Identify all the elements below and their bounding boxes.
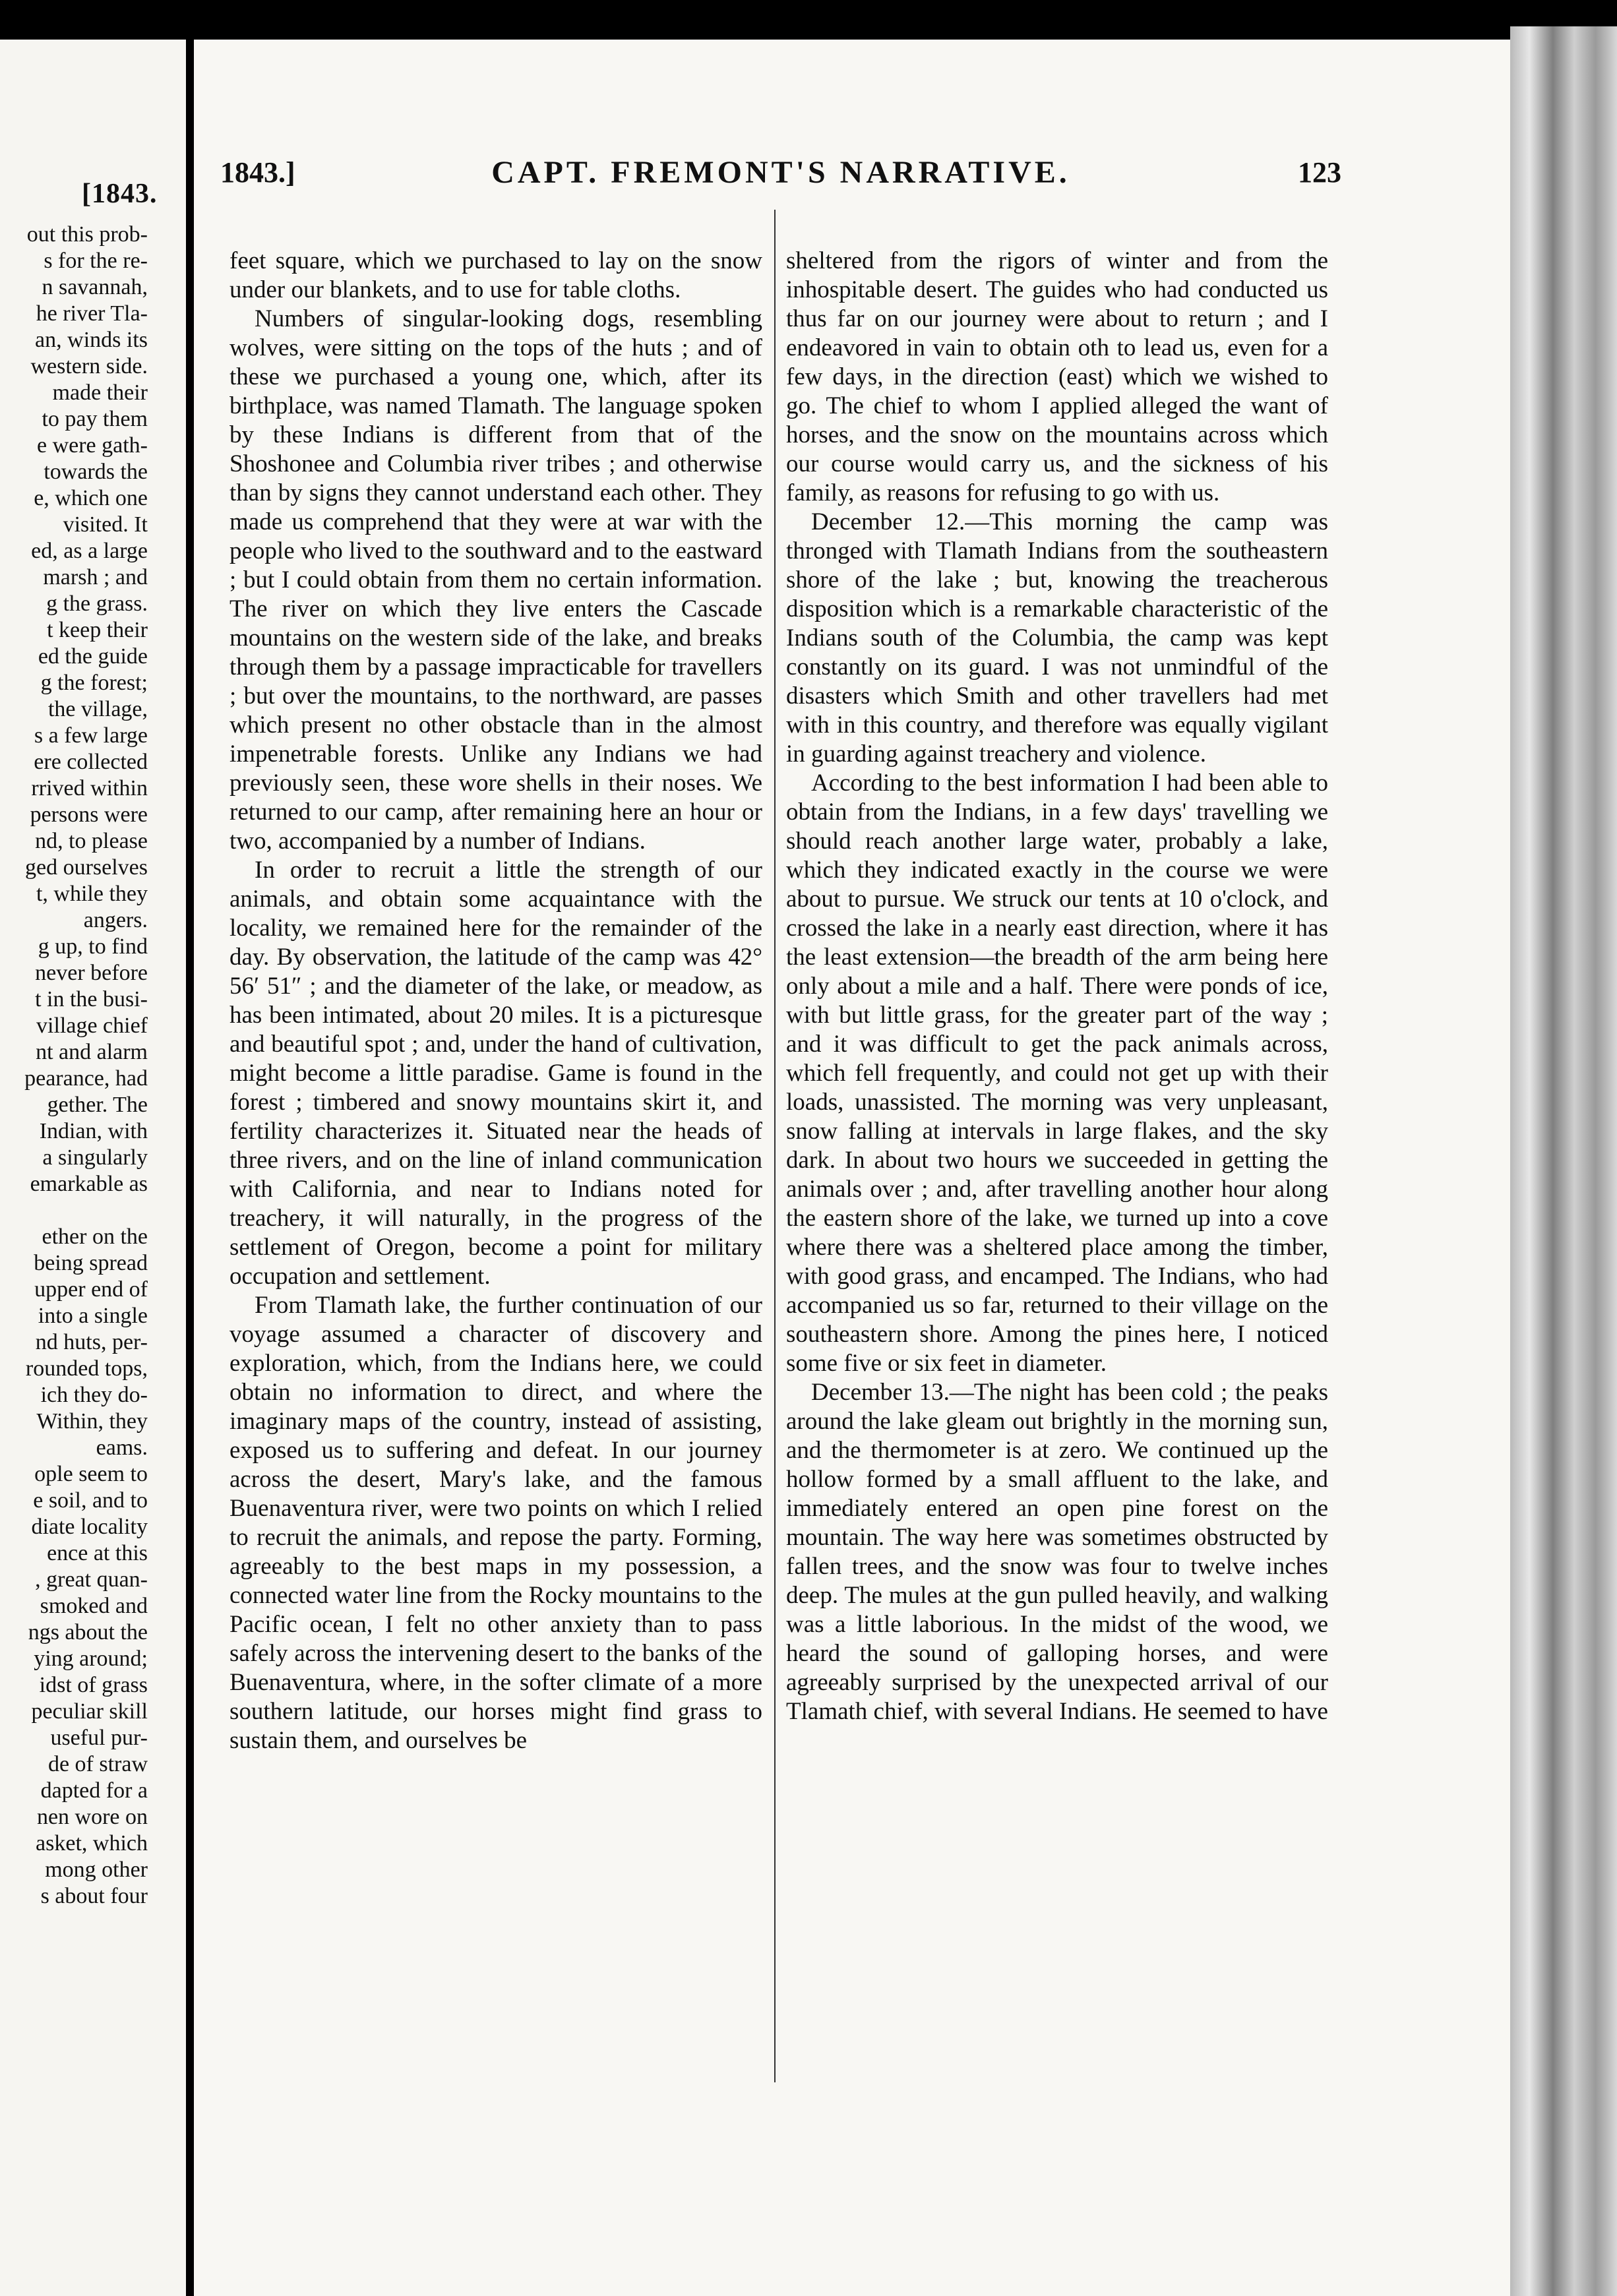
previous-page-line: nd huts, per-	[35, 1330, 148, 1354]
previous-page-line: persons were	[30, 802, 148, 827]
previous-page-line: Indian, with	[39, 1119, 148, 1143]
paragraph: From Tlamath lake, the further continuation of our voyage assumed a character of discovery and exploration, which, from the Indians here, we could obtain no information to direct, and where the imaginary maps of the country, instead of assisting, exposed us to suffering and defeat. In our journey across the desert, Mary's lake, and the famous Buenaventura river, were two points on which I relied to recruit the animals, and repose the party. Forming, agreeably to the best maps in my possession, a connected water line from the Rocky mountains to the Pacific ocean, I felt no other anxiety than to pass safely across the intervening desert to the banks of the Buenaventura, where, in the softer climate of a more southern latitude, our horses might find grass to sustain them, and ourselves be	[229, 1292, 762, 1754]
previous-page-line: to pay them	[42, 407, 148, 431]
book-page	[194, 40, 1510, 2296]
previous-page-line: s for the re-	[44, 249, 148, 273]
previous-page-line: ether on the	[42, 1224, 148, 1249]
previous-page-line: the village,	[47, 697, 148, 721]
previous-page-line: village chief	[36, 1013, 148, 1038]
previous-page-line: n savannah,	[42, 275, 148, 299]
previous-page-line: ngs about the	[28, 1620, 148, 1645]
previous-page-line: never before	[35, 961, 148, 985]
previous-page-line: t keep their	[47, 618, 148, 642]
previous-page-line: e were gath-	[36, 433, 148, 458]
paragraph: According to the best information I had been able to obtain from the Indians, in a few days' travelling we should reach another large water, probably a lake, which they indicated exactly in the course we were about to pursue. We struck our tents at 10 o'clock, and crossed the lake in a nearly east direction, where it has the least extension—the breadth of the arm being here only about a mile and a half. There were ponds of ice, with but little grass, for the greater part of the way ; and it was difficult to get the pack animals across, which fell frequently, and could not get up with their loads, unassisted. The morning was very unpleasant, snow falling at intervals in large flakes, and the sky dark. In about two hours we succeeded in getting the animals over ; and, after travelling another hour along the eastern shore of the lake, we turned up into a cove where there was a sheltered place among the timber, with good grass, and encamped. The Indians, who had accompanied us so far, returned to their village on the southeastern shore. Among the pines here, I noticed some five or six feet in diameter.	[786, 770, 1328, 1377]
previous-page-line: g the grass.	[46, 591, 148, 616]
previous-page-line: dapted for a	[40, 1778, 148, 1803]
previous-page-fragment	[0, 40, 186, 2296]
previous-page-line: towards the	[44, 460, 148, 484]
previous-page-line: nd, to please	[35, 829, 148, 853]
previous-page-line: into a single	[38, 1304, 148, 1328]
previous-page-line: ere collected	[34, 750, 148, 774]
previous-page-line: ed the guide	[38, 644, 148, 669]
previous-page-line: rounded tops,	[25, 1356, 148, 1381]
previous-page-line: ying around;	[34, 1646, 148, 1671]
previous-page-line: ence at this	[47, 1541, 148, 1565]
previous-page-line: g the forest;	[40, 671, 148, 695]
page-number: 123	[1298, 156, 1341, 189]
previous-page-line: asket, which	[36, 1831, 148, 1856]
previous-page-line: e soil, and to	[33, 1488, 148, 1513]
previous-page-line: nt and alarm	[36, 1040, 148, 1064]
previous-page-line: ich they do-	[40, 1383, 148, 1407]
previous-page-line: e, which one	[34, 486, 148, 510]
paragraph: December 13.—The night has been cold ; the peaks around the lake gleam out brightly in the morning sun, and the thermometer is at zero. We continued up the hollow formed by a small affluent to the lake, and immediately entered an open pine forest on the mountain. The way here was sometimes obstructed by fallen trees, and the snow was four to twelve inches deep. The mules at the gun pulled heavily, and walking was a little laborious. In the midst of the wood, we heard the sound of galloping horses, and were agreeably surprised by the unexpected arrival of our Tlamath chief, with several Indians. He seemed to have	[786, 1379, 1328, 1725]
previous-page-line: de of straw	[47, 1752, 148, 1776]
previous-page-line: useful pur-	[50, 1726, 148, 1750]
previous-page-line: mong other	[45, 1858, 148, 1882]
header-title: CAPT. FREMONT'S NARRATIVE.	[491, 155, 1070, 190]
previous-page-text	[0, 222, 148, 1910]
previous-page-line: western side.	[30, 354, 148, 378]
previous-page-line: being spread	[34, 1251, 148, 1275]
previous-page-line: s a few large	[34, 723, 148, 748]
previous-page-line: eams.	[96, 1435, 148, 1460]
previous-page-line: nen wore on	[36, 1805, 148, 1829]
paragraph: Numbers of singular-looking dogs, resembling wolves, were sitting on the tops of the huts ; and of these we purchased a young one, which, after its birthplace, was named Tlamath. The language spoken by these Indians is different from that of the Shoshonee and Columbia river tribes ; and otherwise than by signs they cannot understand each other. They made us comprehend that they were at war with the people who lived to the southward and to the eastward ; but I could obtain from them no certain information. The river on which they live enters the Cascade mountains on the western side of the lake, and breaks through them by a passage impracticable for travellers ; but over the mountains, to the northward, are passes which present no other obstacle than in the almost impenetrable forests. Unlike any Indians we had previously seen, these wore shells in their noses. We returned to our camp, after remaining here an hour or two, accompanied by a number of Indians.	[229, 305, 762, 855]
right-column	[786, 247, 1328, 1726]
previous-page-line	[0, 1197, 148, 1224]
previous-page-line: diate locality	[31, 1515, 148, 1539]
previous-page-line: marsh ; and	[43, 565, 148, 589]
previous-page-line: g up, to find	[38, 934, 148, 959]
previous-page-line: visited. It	[63, 512, 148, 537]
previous-page-line: made their	[52, 380, 148, 405]
paragraph: December 12.—This morning the camp was thronged with Tlamath Indians from the southeastern shore of the lake ; but, knowing the treacherous disposition which is a remarkable characteristic of the Indians south of the Columbia, the camp was kept constantly on its guard. I was not unmindful of the disasters which Smith and other travellers had met with in this country, and therefore was equally vigilant in guarding against treachery and violence.	[786, 508, 1328, 768]
header-year: 1843.]	[220, 156, 295, 189]
previous-page-line: smoked and	[40, 1594, 148, 1618]
previous-page-line: emarkable as	[30, 1172, 148, 1196]
column-divider	[774, 210, 776, 2082]
previous-page-line: upper end of	[34, 1277, 148, 1302]
previous-page-line: t, while they	[36, 882, 148, 906]
previous-page-line: , great quan-	[35, 1567, 148, 1592]
previous-page-line: a singularly	[42, 1145, 148, 1170]
previous-page-line: ged ourselves	[24, 855, 148, 880]
previous-page-line: angers.	[83, 908, 148, 932]
previous-page-line: s about four	[40, 1884, 148, 1908]
previous-page-line: ople seem to	[34, 1462, 148, 1486]
previous-page-line: t in the busi-	[35, 987, 148, 1012]
previous-page-line: rrived within	[31, 776, 148, 801]
previous-page-line: ed, as a large	[31, 539, 148, 563]
previous-page-line: Within, they	[36, 1409, 148, 1434]
scan-border-edge	[1510, 26, 1617, 2296]
previous-page-line: he river Tla-	[36, 301, 148, 326]
left-column	[229, 247, 762, 1755]
previous-page-line: pearance, had	[24, 1066, 148, 1091]
paragraph: feet square, which we purchased to lay on the snow under our blankets, and to use for table cloths.	[229, 247, 762, 303]
previous-page-line: out this prob-	[26, 222, 148, 247]
previous-page-header: [1843.	[82, 179, 158, 209]
previous-page-line: gether. The	[47, 1093, 148, 1117]
paragraph: In order to recruit a little the strength of our animals, and obtain some acquaintance with the locality, we remained here for the remainder of the day. By observation, the latitude of the camp was 42° 56′ 51″ ; and the diameter of the lake, or meadow, as has been intimated, about 20 miles. It is a picturesque and beautiful spot ; and, under the hand of cultivation, might become a little paradise. Game is found in the forest ; timbered and snowy mountains skirt it, and fertility characterizes it. Situated near the heads of three rivers, and on the line of inland communication with California, and near to Indians noted for treachery, it will naturally, in the progress of the settlement of Oregon, become a point for military occupation and settlement.	[229, 857, 762, 1290]
paragraph: sheltered from the rigors of winter and from the inhospitable desert. The guides who had conducted us thus far on our journey were about to return ; and I endeavored in vain to obtain oth to lead us, even for a few days, in the direction (east) which we wished to go. The chief to whom I applied alleged the want of horses, and the snow on the mountains across which our course would carry us, and the sickness of his family, as reasons for refusing to go with us.	[786, 247, 1328, 506]
previous-page-line: idst of grass	[39, 1673, 148, 1697]
previous-page-line: an, winds its	[35, 328, 148, 352]
previous-page-line: peculiar skill	[31, 1699, 148, 1724]
running-header	[220, 150, 1341, 210]
